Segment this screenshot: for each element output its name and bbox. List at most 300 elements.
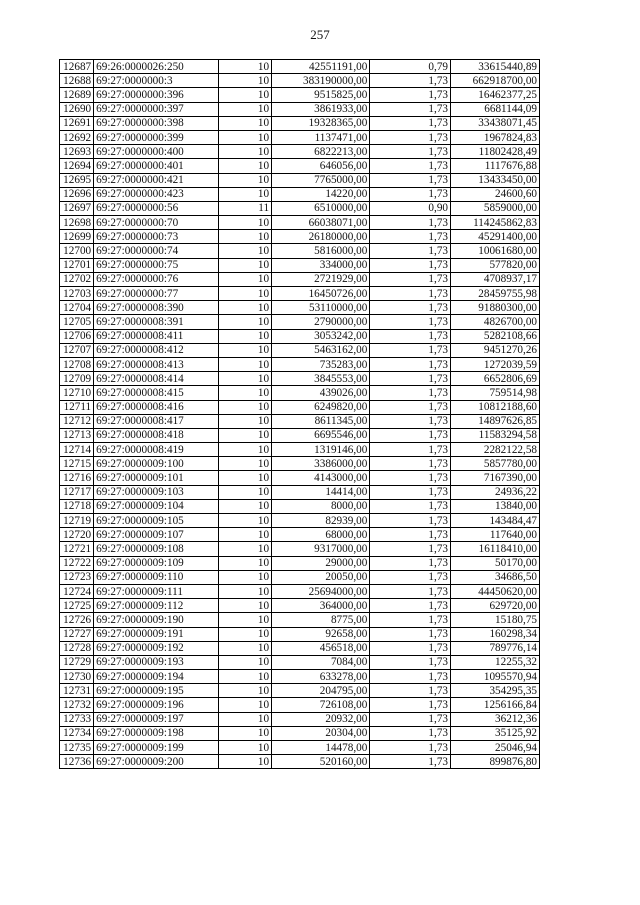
row-number-cell: 12693 (60, 145, 94, 159)
cadastral-number-cell: 69:27:0000008:414 (94, 372, 219, 386)
tax-amount-cell: 629720,00 (451, 599, 540, 613)
row-number-cell: 12710 (60, 386, 94, 400)
cadastral-number-cell: 69:27:0000000:75 (94, 258, 219, 272)
category-cell: 10 (219, 528, 272, 542)
table-row (60, 386, 540, 400)
tax-amount-cell: 117640,00 (451, 528, 540, 542)
rate-cell: 1,73 (370, 145, 451, 159)
row-number-cell: 12699 (60, 230, 94, 244)
cadastral-value-cell: 14220,00 (272, 187, 370, 201)
category-cell: 10 (219, 187, 272, 201)
cadastral-value-cell: 6510000,00 (272, 201, 370, 215)
rate-cell: 1,73 (370, 88, 451, 102)
table-row (60, 684, 540, 698)
cadastral-number-cell: 69:27:0000000:400 (94, 145, 219, 159)
tax-amount-cell: 14897626,85 (451, 414, 540, 428)
category-cell: 10 (219, 741, 272, 755)
cadastral-number-cell: 69:27:0000008:413 (94, 357, 219, 371)
cadastral-value-cell: 6822213,00 (272, 145, 370, 159)
cadastral-value-cell: 14478,00 (272, 741, 370, 755)
row-number-cell: 12687 (60, 60, 94, 74)
cadastral-number-cell: 69:27:0000008:391 (94, 315, 219, 329)
cadastral-number-cell: 69:27:0000000:399 (94, 130, 219, 144)
row-number-cell: 12725 (60, 599, 94, 613)
table-body (60, 60, 540, 769)
row-number-cell: 12694 (60, 159, 94, 173)
table-row (60, 542, 540, 556)
category-cell: 10 (219, 329, 272, 343)
tax-amount-cell: 33438071,45 (451, 116, 540, 130)
cadastral-number-cell: 69:27:0000009:108 (94, 542, 219, 556)
cadastral-number-cell: 69:27:0000008:411 (94, 329, 219, 343)
tax-amount-cell: 10812188,60 (451, 400, 540, 414)
table-row (60, 570, 540, 584)
cadastral-value-cell: 92658,00 (272, 627, 370, 641)
table-row (60, 599, 540, 613)
row-number-cell: 12724 (60, 584, 94, 598)
cadastral-number-cell: 69:27:0000009:111 (94, 584, 219, 598)
row-number-cell: 12729 (60, 655, 94, 669)
category-cell: 10 (219, 670, 272, 684)
rate-cell: 1,73 (370, 741, 451, 755)
tax-amount-cell: 44450620,00 (451, 584, 540, 598)
cadastral-number-cell: 69:27:0000008:415 (94, 386, 219, 400)
tax-amount-cell: 4826700,00 (451, 315, 540, 329)
table-row (60, 74, 540, 88)
tax-amount-cell: 91880300,00 (451, 301, 540, 315)
row-number-cell: 12706 (60, 329, 94, 343)
rate-cell: 1,73 (370, 386, 451, 400)
row-number-cell: 12723 (60, 570, 94, 584)
rate-cell: 1,73 (370, 301, 451, 315)
cadastral-value-cell: 20932,00 (272, 712, 370, 726)
cadastral-number-cell: 69:27:0000009:198 (94, 726, 219, 740)
category-cell: 10 (219, 428, 272, 442)
tax-amount-cell: 899876,80 (451, 755, 540, 769)
cadastral-table (59, 59, 540, 769)
row-number-cell: 12736 (60, 755, 94, 769)
table-row (60, 584, 540, 598)
tax-amount-cell: 13433450,00 (451, 173, 540, 187)
rate-cell: 1,73 (370, 584, 451, 598)
cadastral-number-cell: 69:27:0000008:417 (94, 414, 219, 428)
cadastral-number-cell: 69:27:0000008:418 (94, 428, 219, 442)
category-cell: 10 (219, 599, 272, 613)
cadastral-value-cell: 20050,00 (272, 570, 370, 584)
rate-cell: 1,73 (370, 471, 451, 485)
row-number-cell: 12695 (60, 173, 94, 187)
rate-cell: 1,73 (370, 74, 451, 88)
cadastral-number-cell: 69:27:0000009:195 (94, 684, 219, 698)
rate-cell: 1,73 (370, 414, 451, 428)
category-cell: 10 (219, 414, 272, 428)
table-row (60, 726, 540, 740)
tax-amount-cell: 35125,92 (451, 726, 540, 740)
tax-amount-cell: 9451270,26 (451, 343, 540, 357)
cadastral-value-cell: 5463162,00 (272, 343, 370, 357)
tax-amount-cell: 1117676,88 (451, 159, 540, 173)
cadastral-value-cell: 14414,00 (272, 485, 370, 499)
cadastral-value-cell: 3861933,00 (272, 102, 370, 116)
cadastral-number-cell: 69:27:0000000:396 (94, 88, 219, 102)
cadastral-value-cell: 53110000,00 (272, 301, 370, 315)
table-row (60, 116, 540, 130)
category-cell: 10 (219, 88, 272, 102)
row-number-cell: 12728 (60, 641, 94, 655)
cadastral-value-cell: 3845553,00 (272, 372, 370, 386)
row-number-cell: 12733 (60, 712, 94, 726)
table-row (60, 514, 540, 528)
cadastral-value-cell: 26180000,00 (272, 230, 370, 244)
cadastral-value-cell: 3053242,00 (272, 329, 370, 343)
table-row (60, 159, 540, 173)
rate-cell: 0,90 (370, 201, 451, 215)
table-row (60, 201, 540, 215)
cadastral-value-cell: 6249820,00 (272, 400, 370, 414)
tax-amount-cell: 354295,35 (451, 684, 540, 698)
tax-amount-cell: 13840,00 (451, 499, 540, 513)
rate-cell: 1,73 (370, 499, 451, 513)
category-cell: 10 (219, 556, 272, 570)
table-row (60, 315, 540, 329)
row-number-cell: 12705 (60, 315, 94, 329)
rate-cell: 1,73 (370, 485, 451, 499)
rate-cell: 1,73 (370, 244, 451, 258)
category-cell: 10 (219, 60, 272, 74)
row-number-cell: 12696 (60, 187, 94, 201)
row-number-cell: 12727 (60, 627, 94, 641)
category-cell: 10 (219, 684, 272, 698)
category-cell: 10 (219, 499, 272, 513)
cadastral-value-cell: 8611345,00 (272, 414, 370, 428)
row-number-cell: 12719 (60, 514, 94, 528)
tax-amount-cell: 759514,98 (451, 386, 540, 400)
category-cell: 10 (219, 726, 272, 740)
cadastral-value-cell: 439026,00 (272, 386, 370, 400)
rate-cell: 1,73 (370, 457, 451, 471)
table-row (60, 216, 540, 230)
cadastral-value-cell: 42551191,00 (272, 60, 370, 74)
table-row (60, 755, 540, 769)
tax-amount-cell: 7167390,00 (451, 471, 540, 485)
category-cell: 10 (219, 514, 272, 528)
row-number-cell: 12707 (60, 343, 94, 357)
table-row (60, 499, 540, 513)
table-row (60, 712, 540, 726)
cadastral-number-cell: 69:26:0000026:250 (94, 60, 219, 74)
rate-cell: 0,79 (370, 60, 451, 74)
row-number-cell: 12717 (60, 485, 94, 499)
row-number-cell: 12690 (60, 102, 94, 116)
table-row (60, 187, 540, 201)
category-cell: 10 (219, 698, 272, 712)
row-number-cell: 12700 (60, 244, 94, 258)
cadastral-value-cell: 2790000,00 (272, 315, 370, 329)
row-number-cell: 12703 (60, 287, 94, 301)
tax-amount-cell: 25046,94 (451, 741, 540, 755)
tax-amount-cell: 50170,00 (451, 556, 540, 570)
cadastral-number-cell: 69:27:0000000:56 (94, 201, 219, 215)
table-row (60, 287, 540, 301)
table-row (60, 655, 540, 669)
row-number-cell: 12712 (60, 414, 94, 428)
category-cell: 10 (219, 159, 272, 173)
row-number-cell: 12708 (60, 357, 94, 371)
tax-amount-cell: 28459755,98 (451, 287, 540, 301)
row-number-cell: 12716 (60, 471, 94, 485)
table-row (60, 244, 540, 258)
rate-cell: 1,73 (370, 187, 451, 201)
tax-amount-cell: 34686,50 (451, 570, 540, 584)
rate-cell: 1,73 (370, 173, 451, 187)
row-number-cell: 12698 (60, 216, 94, 230)
row-number-cell: 12731 (60, 684, 94, 698)
tax-amount-cell: 16462377,25 (451, 88, 540, 102)
category-cell: 10 (219, 357, 272, 371)
row-number-cell: 12691 (60, 116, 94, 130)
cadastral-value-cell: 6695546,00 (272, 428, 370, 442)
cadastral-value-cell: 16450726,00 (272, 287, 370, 301)
cadastral-number-cell: 69:27:0000009:191 (94, 627, 219, 641)
table-row (60, 60, 540, 74)
cadastral-number-cell: 69:27:0000008:390 (94, 301, 219, 315)
row-number-cell: 12715 (60, 457, 94, 471)
tax-amount-cell: 143484,47 (451, 514, 540, 528)
tax-amount-cell: 5859000,00 (451, 201, 540, 215)
table-row (60, 428, 540, 442)
cadastral-value-cell: 20304,00 (272, 726, 370, 740)
table-row (60, 130, 540, 144)
category-cell: 10 (219, 216, 272, 230)
cadastral-value-cell: 633278,00 (272, 670, 370, 684)
category-cell: 10 (219, 570, 272, 584)
category-cell: 10 (219, 641, 272, 655)
category-cell: 11 (219, 201, 272, 215)
rate-cell: 1,73 (370, 641, 451, 655)
cadastral-number-cell: 69:27:0000009:190 (94, 613, 219, 627)
cadastral-number-cell: 69:27:0000008:419 (94, 443, 219, 457)
tax-amount-cell: 10061680,00 (451, 244, 540, 258)
rate-cell: 1,73 (370, 712, 451, 726)
cadastral-value-cell: 204795,00 (272, 684, 370, 698)
category-cell: 10 (219, 258, 272, 272)
rate-cell: 1,73 (370, 655, 451, 669)
row-number-cell: 12732 (60, 698, 94, 712)
rate-cell: 1,73 (370, 556, 451, 570)
rate-cell: 1,73 (370, 116, 451, 130)
cadastral-number-cell: 69:27:0000008:416 (94, 400, 219, 414)
cadastral-number-cell: 69:27:0000009:104 (94, 499, 219, 513)
tax-amount-cell: 45291400,00 (451, 230, 540, 244)
tax-amount-cell: 6681144,09 (451, 102, 540, 116)
row-number-cell: 12721 (60, 542, 94, 556)
table-row (60, 258, 540, 272)
cadastral-number-cell: 69:27:0000000:73 (94, 230, 219, 244)
rate-cell: 1,73 (370, 372, 451, 386)
tax-amount-cell: 577820,00 (451, 258, 540, 272)
rate-cell: 1,73 (370, 570, 451, 584)
cadastral-value-cell: 5816000,00 (272, 244, 370, 258)
tax-amount-cell: 24600,60 (451, 187, 540, 201)
cadastral-number-cell: 69:27:0000009:100 (94, 457, 219, 471)
rate-cell: 1,73 (370, 670, 451, 684)
cadastral-value-cell: 726108,00 (272, 698, 370, 712)
category-cell: 10 (219, 372, 272, 386)
rate-cell: 1,73 (370, 159, 451, 173)
table-row (60, 272, 540, 286)
category-cell: 10 (219, 655, 272, 669)
rate-cell: 1,73 (370, 542, 451, 556)
table-row (60, 670, 540, 684)
row-number-cell: 12692 (60, 130, 94, 144)
row-number-cell: 12704 (60, 301, 94, 315)
table-row (60, 102, 540, 116)
cadastral-number-cell: 69:27:0000009:193 (94, 655, 219, 669)
tax-amount-cell: 5282108,66 (451, 329, 540, 343)
cadastral-value-cell: 383190000,00 (272, 74, 370, 88)
category-cell: 10 (219, 145, 272, 159)
rate-cell: 1,73 (370, 329, 451, 343)
cadastral-number-cell: 69:27:0000009:194 (94, 670, 219, 684)
rate-cell: 1,73 (370, 698, 451, 712)
category-cell: 10 (219, 74, 272, 88)
cadastral-value-cell: 9515825,00 (272, 88, 370, 102)
rate-cell: 1,73 (370, 443, 451, 457)
cadastral-number-cell: 69:27:0000000:401 (94, 159, 219, 173)
tax-amount-cell: 1967824,83 (451, 130, 540, 144)
cadastral-number-cell: 69:27:0000000:3 (94, 74, 219, 88)
row-number-cell: 12697 (60, 201, 94, 215)
cadastral-value-cell: 364000,00 (272, 599, 370, 613)
tax-amount-cell: 6652806,69 (451, 372, 540, 386)
rate-cell: 1,73 (370, 428, 451, 442)
row-number-cell: 12734 (60, 726, 94, 740)
tax-amount-cell: 114245862,83 (451, 216, 540, 230)
category-cell: 10 (219, 287, 272, 301)
tax-amount-cell: 33615440,89 (451, 60, 540, 74)
cadastral-number-cell: 69:27:0000009:107 (94, 528, 219, 542)
row-number-cell: 12726 (60, 613, 94, 627)
table-row (60, 88, 540, 102)
tax-amount-cell: 1256166,84 (451, 698, 540, 712)
tax-amount-cell: 24936,22 (451, 485, 540, 499)
cadastral-number-cell: 69:27:0000000:397 (94, 102, 219, 116)
tax-amount-cell: 2282122,58 (451, 443, 540, 457)
page-number: 257 (310, 27, 330, 42)
tax-amount-cell: 15180,75 (451, 613, 540, 627)
rate-cell: 1,73 (370, 230, 451, 244)
row-number-cell: 12713 (60, 428, 94, 442)
cadastral-number-cell: 69:27:0000009:110 (94, 570, 219, 584)
row-number-cell: 12714 (60, 443, 94, 457)
category-cell: 10 (219, 542, 272, 556)
rate-cell: 1,73 (370, 357, 451, 371)
category-cell: 10 (219, 230, 272, 244)
rate-cell: 1,73 (370, 216, 451, 230)
tax-amount-cell: 4708937,17 (451, 272, 540, 286)
row-number-cell: 12702 (60, 272, 94, 286)
rate-cell: 1,73 (370, 613, 451, 627)
cadastral-number-cell: 69:27:0000009:197 (94, 712, 219, 726)
category-cell: 10 (219, 485, 272, 499)
tax-amount-cell: 789776,14 (451, 641, 540, 655)
table-row (60, 528, 540, 542)
cadastral-value-cell: 25694000,00 (272, 584, 370, 598)
category-cell: 10 (219, 272, 272, 286)
row-number-cell: 12730 (60, 670, 94, 684)
cadastral-value-cell: 68000,00 (272, 528, 370, 542)
row-number-cell: 12689 (60, 88, 94, 102)
rate-cell: 1,73 (370, 130, 451, 144)
table-row (60, 343, 540, 357)
category-cell: 10 (219, 443, 272, 457)
cadastral-value-cell: 520160,00 (272, 755, 370, 769)
cadastral-value-cell: 8000,00 (272, 499, 370, 513)
rate-cell: 1,73 (370, 755, 451, 769)
cadastral-value-cell: 66038071,00 (272, 216, 370, 230)
category-cell: 10 (219, 343, 272, 357)
category-cell: 10 (219, 755, 272, 769)
cadastral-number-cell: 69:27:0000009:112 (94, 599, 219, 613)
cadastral-number-cell: 69:27:0000000:74 (94, 244, 219, 258)
cadastral-number-cell: 69:27:0000009:109 (94, 556, 219, 570)
category-cell: 10 (219, 244, 272, 258)
category-cell: 10 (219, 471, 272, 485)
category-cell: 10 (219, 457, 272, 471)
cadastral-number-cell: 69:27:0000009:199 (94, 741, 219, 755)
cadastral-number-cell: 69:27:0000009:101 (94, 471, 219, 485)
table-row (60, 357, 540, 371)
table-row (60, 230, 540, 244)
cadastral-value-cell: 735283,00 (272, 357, 370, 371)
table-row (60, 741, 540, 755)
rate-cell: 1,73 (370, 258, 451, 272)
cadastral-value-cell: 19328365,00 (272, 116, 370, 130)
cadastral-number-cell: 69:27:0000009:105 (94, 514, 219, 528)
cadastral-number-cell: 69:27:0000000:77 (94, 287, 219, 301)
row-number-cell: 12711 (60, 400, 94, 414)
cadastral-number-cell: 69:27:0000009:200 (94, 755, 219, 769)
category-cell: 10 (219, 584, 272, 598)
row-number-cell: 12701 (60, 258, 94, 272)
table-row (60, 556, 540, 570)
table-row (60, 301, 540, 315)
table-row (60, 485, 540, 499)
table-row (60, 627, 540, 641)
rate-cell: 1,73 (370, 272, 451, 286)
table-row (60, 613, 540, 627)
table-row (60, 372, 540, 386)
cadastral-value-cell: 1319146,00 (272, 443, 370, 457)
cadastral-value-cell: 1137471,00 (272, 130, 370, 144)
category-cell: 10 (219, 386, 272, 400)
cadastral-value-cell: 82939,00 (272, 514, 370, 528)
cadastral-value-cell: 9317000,00 (272, 542, 370, 556)
cadastral-value-cell: 8775,00 (272, 613, 370, 627)
table-row (60, 471, 540, 485)
tax-amount-cell: 1272039,59 (451, 357, 540, 371)
cadastral-number-cell: 69:27:0000000:423 (94, 187, 219, 201)
cadastral-number-cell: 69:27:0000009:103 (94, 485, 219, 499)
category-cell: 10 (219, 400, 272, 414)
tax-amount-cell: 11583294,58 (451, 428, 540, 442)
table-row (60, 457, 540, 471)
category-cell: 10 (219, 116, 272, 130)
tax-amount-cell: 16118410,00 (451, 542, 540, 556)
category-cell: 10 (219, 130, 272, 144)
row-number-cell: 12688 (60, 74, 94, 88)
row-number-cell: 12722 (60, 556, 94, 570)
